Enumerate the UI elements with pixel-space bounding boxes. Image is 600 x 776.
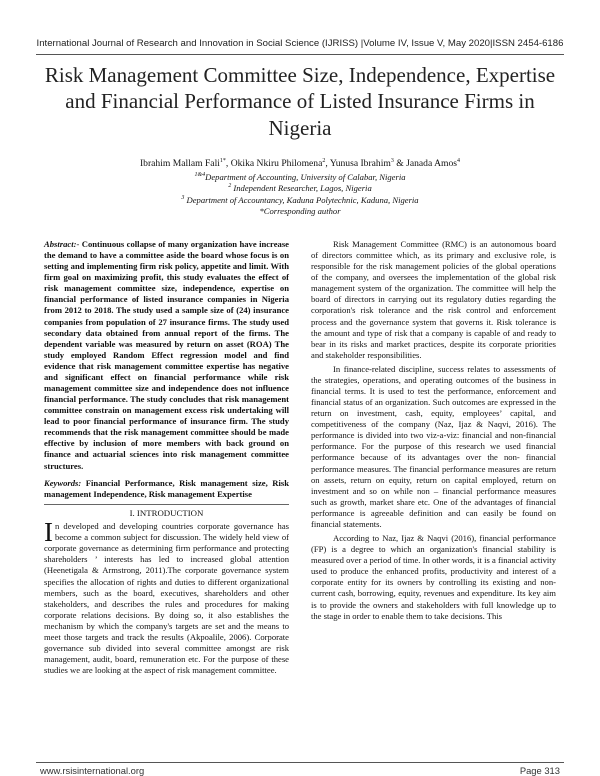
header-rule <box>36 54 564 55</box>
section-heading: I. INTRODUCTION <box>129 507 204 518</box>
body-paragraph: Risk Management Committee (RMC) is an autonomous board of directors committee which, as its primary and exclusive role, is responsible for the risk management policies of the global operations of the company, and oversees the implementation of the global risk management system of the organization. The committee will help the board of directors in carrying out its regulatory duties regarding the corporation's risk tolerance and the risk control and enforcement process and the governance system that governs it. Risk tolerance is the amount and type of risk that a company is capable of and ready to bear in its risks and market practices, despite its corporate priorities and stakeholder responsibilities. <box>311 239 556 360</box>
author-sup: 3 <box>390 158 394 164</box>
affiliation-text: Department of Accountancy, Kaduna Polytechnic, Kaduna, Nigeria <box>186 194 419 205</box>
author-name: Janada Amos <box>406 158 458 170</box>
intro-paragraph <box>44 517 289 676</box>
author-name: Yunusa Ibrahim <box>329 158 391 170</box>
affiliation-line <box>30 183 570 194</box>
left-column <box>44 239 289 679</box>
author-sup: 4 <box>457 158 461 164</box>
author-name: Okika Nkiru Philomena <box>230 158 323 170</box>
paper-title: Risk Management Committee Size, Independence, Expertise and Financial Performance of Listed Insurance Firms in Nigeria <box>44 63 556 140</box>
affiliation-sup: 1&4 <box>194 172 206 179</box>
affiliation-sup: 2 <box>228 183 232 190</box>
right-column <box>311 239 556 625</box>
author-sup: 1* <box>219 158 226 164</box>
intro-text: n developed and developing countries corporate governance has become a common subject for discussion. The widely held view of corporate governance as determining firm performance and protecting shareholders ’ interests has led to increased global attention (Heenetigala & Armstrong, 2011).The corporate governance system specifies the allocation of rights and duties to different organizational members, such as the board, executives, shareholders and other stakeholders, and describes the rules and procedures for making corporate relations decisions. By doing so, it also establishes the mechanism by which the company's targets are set and the means to meet those targets and track the results (Akpoalile, 2006). Corporate governance sub divided into several committee amongst are risk management, audit, board, remuneration etc. For the purpose of these studies we are looking at the aspect of risk management committee. <box>44 521 289 676</box>
body-paragraph: According to Naz, Ijaz & Naqvi (2016), financial performance (FP) is a degree to which an organization's financial stability is measured over a period of time. In other words, it is a financial activity used to produce the enhanced profits, productivity and interest of a corporate entity for its owners by controlling its existing and non-current cash, borrowing, equity, revenues and expenditure. Its key aim is to provide the owners and stakeholders with full knowledge up to the stage in order to enable them to take decisions. This <box>311 533 556 621</box>
author-name: Ibrahim Mallam Fali <box>139 158 220 170</box>
affiliation-line <box>30 172 570 183</box>
author-sup: 2 <box>322 158 326 164</box>
affiliation-line <box>30 195 570 206</box>
journal-header: International Journal of Research and Innovation in Social Science (IJRISS) |Volume IV, Issue V, May 2020|ISSN 2454-6186 <box>36 38 564 49</box>
abstract-text: Continuous collapse of many organization have increase the demand to have a committee aside the board whose focus is on setting and implementing firm risk policy, appetite and limit. With firm goal on maximizing profit, this study evaluates the effect of risk management committee size, independence, expertise on financial performance of listed insurance companies in Nigeria from 2012 to 2018. The study used a sample size of (24) insurance companies from population of 27 insurance firms. The study used secondary data obtained from annual report of the firms. The dependent variable was measured by return on asset (ROA) The study employed Random Effect regression model and find evidence that risk management committee expertise has negative and significant effect on financial performance while risk management committee size and independence does not influence financial performance. The study concludes that risk management committee constrain on management excess risk undertaking will lead to poor financial performance of insurance firm. The study recommends that the risk management committee should be made effective by inclusion of more members with back ground on finance and actuarial sciences into risk management committee structures. <box>44 239 289 471</box>
footer-rule <box>36 762 564 763</box>
section-rule <box>44 504 289 505</box>
affiliations <box>30 172 570 217</box>
keywords-text: Financial Performance, Risk management size, Risk management Independence, Risk management Expertise <box>44 477 289 499</box>
author-list: Ibrahim Mallam Fali$^{1*}$, Okika Nkiru Philomena$^2$, Yunusa Ibrahim$^3$ & Janada Amos$^4$ <box>139 158 461 170</box>
keywords <box>44 478 289 500</box>
footer-website: www.rsisinternational.org <box>40 765 145 776</box>
abstract-label: Abstract:- <box>44 239 80 249</box>
affiliation-text: Department of Accounting, University of Calabar, Nigeria <box>205 172 406 182</box>
affiliation-sup: 3 <box>181 194 185 201</box>
page-number: Page 313 <box>519 765 560 776</box>
affiliation-text: Independent Researcher, Lagos, Nigeria <box>233 183 372 194</box>
body-paragraph: In finance-related discipline, success relates to assessments of the strategies, operations, and operating outcomes of the business in financial terms. It is used to test the performance, enforcement and financial status of an organization. Such outcomes are expressed in the return on investment, cash, equity, employees’ capital, and competitiveness of the company (Naz, Ijaz & Naqvi, 2016). The performance is divided into two viz-a-viz: financial and non-financial performance. For the purpose of this research we used financial performance because of its advantages over the non- financial performance measures. The financial performance measures are return on assets, return on equity, return on capital employed, return on investment and so on while non – financial performance measures such as growth, market share etc. One of the advantages of financial performance is agreeable definition and can easily be found on financial statements. <box>311 363 556 529</box>
corresponding-author: *Corresponding author <box>259 206 341 217</box>
abstract <box>44 239 289 472</box>
keywords-label: Keywords: <box>44 477 82 488</box>
drop-cap: I <box>44 517 53 548</box>
